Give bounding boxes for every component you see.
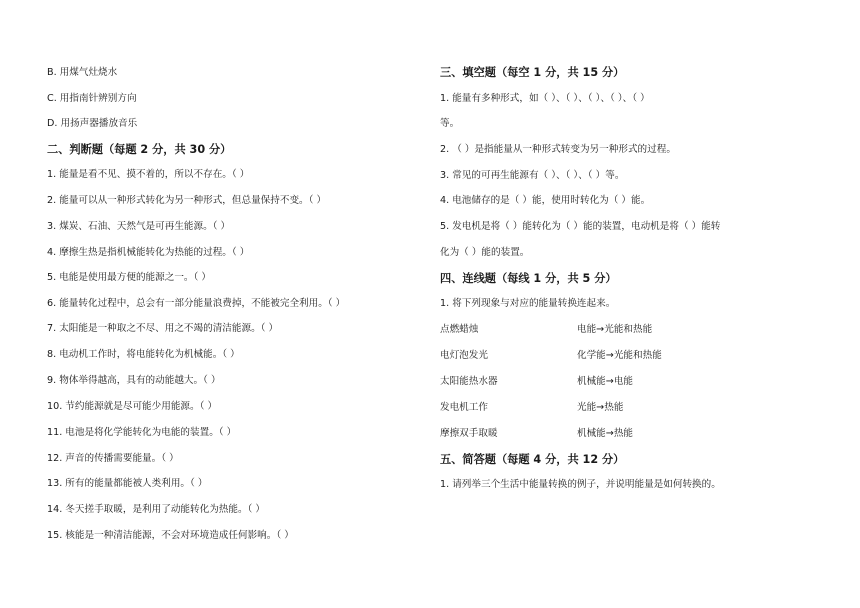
match-left-3: 太阳能热水器: [440, 376, 498, 387]
judge-item-8: 8. 电动机工作时，将电能转化为机械能。（ ）: [47, 349, 240, 360]
judge-item-9: 9. 物体举得越高，具有的动能越大。（ ）: [47, 375, 221, 386]
section4-title: 四、连线题（每线 1 分，共 5 分）: [440, 272, 617, 285]
judge-item-6: 6. 能量转化过程中，总会有一部分能量浪费掉，不能被完全利用。（ ）: [47, 298, 346, 309]
match-left-5: 摩擦双手取暖: [440, 428, 498, 439]
judge-item-12: 12. 声音的传播需要能量。（ ）: [47, 453, 179, 464]
judge-item-14: 14. 冬天搓手取暖，是利用了动能转化为热能。（ ）: [47, 504, 266, 515]
match-left-2: 电灯泡发光: [440, 350, 488, 361]
match-right-5: 机械能→热能: [577, 428, 634, 439]
match-left-1: 点燃蜡烛: [440, 324, 479, 335]
judge-item-1: 1. 能量是看不见、摸不着的，所以不存在。（ ）: [47, 169, 250, 180]
judge-item-7: 7. 太阳能是一种取之不尽、用之不竭的清洁能源。（ ）: [47, 323, 279, 334]
match-intro: 1. 将下列现象与对应的能量转换连起来。: [440, 298, 616, 309]
fill-item-5-cont: 化为（ ）能的装置。: [440, 247, 530, 258]
judge-item-15: 15. 核能是一种清洁能源，不会对环境造成任何影响。（ ）: [47, 530, 294, 541]
fill-item-2: 2. （ ）是指能量从一种形式转变为另一种形式的过程。: [440, 144, 676, 155]
judge-item-10: 10. 节约能源就是尽可能少用能源。（ ）: [47, 401, 218, 412]
section5-title: 五、简答题（每题 4 分，共 12 分）: [440, 453, 625, 466]
judge-item-5: 5. 电能是使用最方便的能源之一。（ ）: [47, 272, 211, 283]
judge-item-13: 13. 所有的能量都能被人类利用。（ ）: [47, 478, 208, 489]
option-d: D. 用扬声器播放音乐: [47, 118, 138, 129]
judge-item-2: 2. 能量可以从一种形式转化为另一种形式，但总量保持不变。（ ）: [47, 195, 327, 206]
match-left-4: 发电机工作: [440, 402, 488, 413]
option-b: B. 用煤气灶烧水: [47, 67, 118, 78]
match-right-2: 化学能→光能和热能: [577, 350, 662, 361]
fill-item-1: 1. 能量有多种形式，如（ ）、（ ）、（ ）、（ ）、（ ）: [440, 93, 650, 104]
section3-title: 三、填空题（每空 1 分，共 15 分）: [440, 66, 625, 79]
match-right-3: 机械能→电能: [577, 376, 634, 387]
match-right-4: 光能→热能: [577, 402, 624, 413]
judge-item-4: 4. 摩擦生热是指机械能转化为热能的过程。（ ）: [47, 247, 250, 258]
judge-item-3: 3. 煤炭、石油、天然气是可再生能源。（ ）: [47, 221, 231, 232]
match-right-1: 电能→光能和热能: [577, 324, 653, 335]
judge-item-11: 11. 电池是将化学能转化为电能的装置。（ ）: [47, 427, 237, 438]
answer-item-1: 1. 请列举三个生活中能量转换的例子，并说明能量是如何转换的。: [440, 479, 721, 490]
section2-title: 二、判断题（每题 2 分，共 30 分）: [47, 143, 232, 156]
fill-item-1-cont: 等。: [440, 118, 460, 129]
option-c: C. 用指南针辨别方向: [47, 93, 137, 104]
fill-item-3: 3. 常见的可再生能源有（ ）、（ ）、（ ）等。: [440, 170, 625, 181]
fill-item-5: 5. 发电机是将（ ）能转化为（ ）能的装置，电动机是将（ ）能转: [440, 221, 721, 232]
fill-item-4: 4. 电池储存的是（ ）能，使用时转化为（ ）能。: [440, 195, 651, 206]
